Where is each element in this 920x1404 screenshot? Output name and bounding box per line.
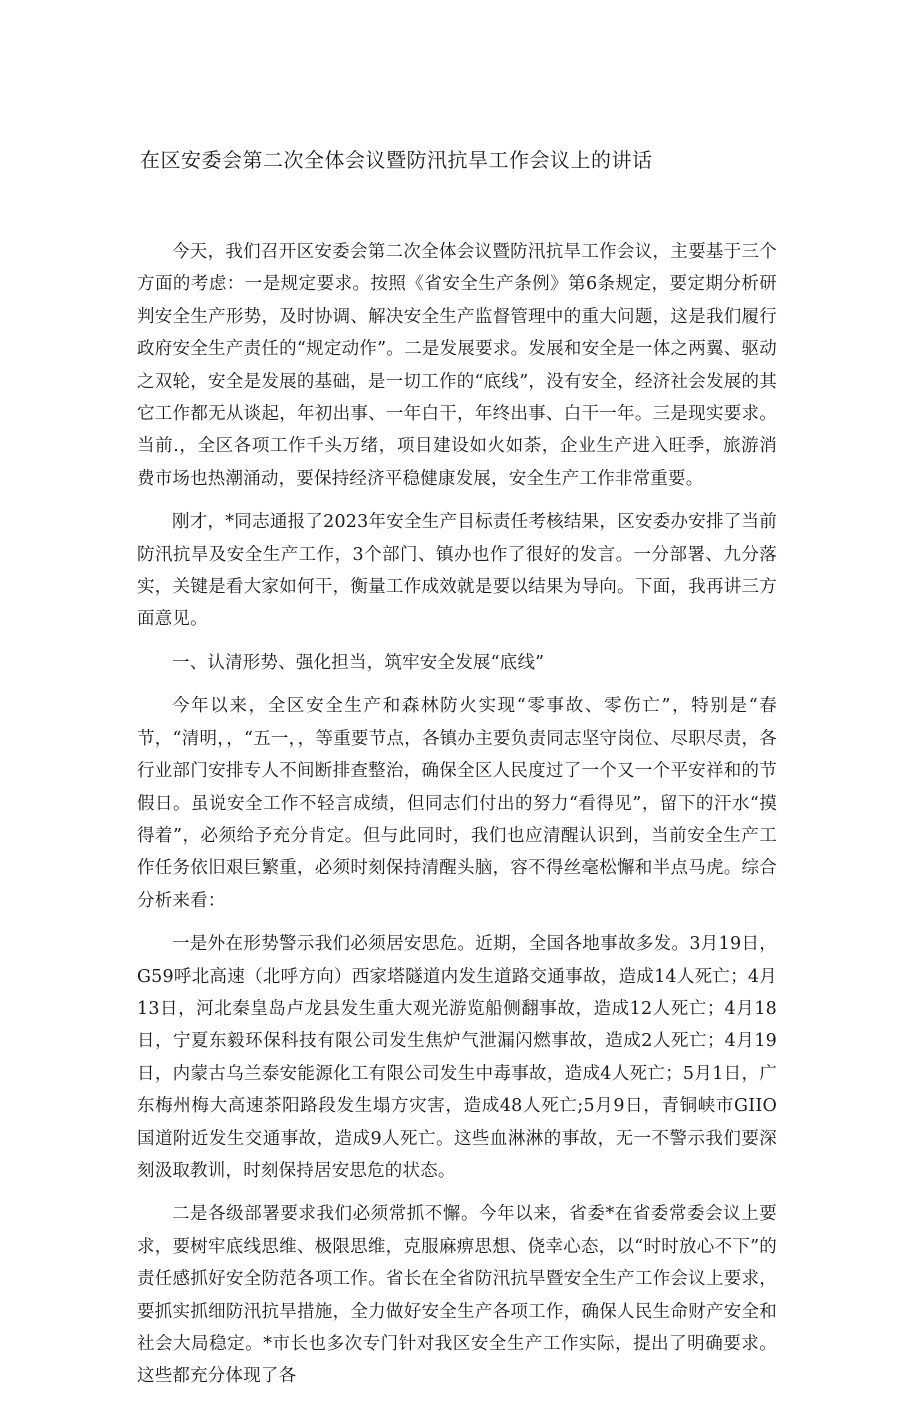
section-heading-1: 一、认清形势、强化担当，筑牢安全发展“底线” (172, 652, 545, 673)
paragraph-deployment: 二是各级部署要求我们必须常抓不懈。今年以来，省委*在省委常委会议上要求，要树牢底线思维、极限思维，克服麻痹思想、侥幸心态，以“时时放心不下”的责任感抓好安全防范各项工作。省长在全省防汛抗旱暨安全生产工作会议上要求，要抓实抓细防汛抗旱措施，全力做好安全生产各项工作，确保人民生命财产安全和社会大局稳定。*市长也多次专门针对我区安全生产工作实际，提出了明确要求。这些都充分体现了各 (137, 1204, 777, 1387)
document-title: 在区安委会第二次全体会议暨防汛抗旱工作会议上的讲话 (140, 148, 653, 172)
paragraph-intro: 今天，我们召开区安委会第二次全体会议暨防汛抗旱工作会议，主要基于三个方面的考虑：一是规定要求。按照《省安全生产条例》第6条规定，要定期分析研判安全生产形势，及时协调、解决安全生产监督管理中的重大问题，这是我们履行政府安全生产责任的“规定动作”。二是发展要求。发展和安全是一体之两翼、驱动之双轮，安全是发展的基础，是一切工作的“底线”，没有安全，经济社会发展的其它工作都无从谈起，年初出事、一年白干，年终出事、白干一年。三是现实要求。当前.，全区各项工作千头万绪，项目建设如火如荼，企业生产进入旺季，旅游消费市场也热潮涌动，要保持经济平稳健康发展，安全生产工作非常重要。 (137, 242, 777, 489)
document-body (137, 236, 777, 1404)
paragraph-external-warning: 一是外在形势警示我们必须居安思危。近期，全国各地事故多发。3月19日，G59呼北高速（北呼方向）西家塔隧道内发生道路交通事故，造成14人死亡；4月13日，河北秦皇岛卢龙县发生重大观光游览船侧翻事故，造成12人死亡；4月18日，宁夏东毅环保科技有限公司发生焦炉气泄漏闪燃事故，造成2人死亡；4月19日，内蒙古乌兰泰安能源化工有限公司发生中毒事故，造成4人死亡；5月1日，广东梅州梅大高速茶阳路段发生塌方灾害，造成48人死亡;5月9日，青铜峡市GIIO国道附近发生交通事故，造成9人死亡。这些血淋淋的事故，无一不警示我们要深刻汲取教训，时刻保持居安思危的状态。 (137, 934, 777, 1181)
paragraph-situation: 今年以来，全区安全生产和森林防火实现“零事故、零伤亡”，特别是“春节，“清明，，“五一，，等重要节点，各镇办主要负责同志坚守岗位、尽职尽责，各行业部门安排专人不间断排查整治，确保全区人民度过了一个又一个平安祥和的节假日。虽说安全工作不轻言成绩，但同志们付出的努力“看得见”，留下的汗水“摸得着”，必须给予充分肯定。但与此同时，我们也应清醒认识到，当前安全生产工作任务依旧艰巨繁重，必须时刻保持清醒头脑，容不得丝毫松懈和半点马虎。综合分析来看： (137, 696, 777, 911)
paragraph-briefing: 刚才，*同志通报了2023年安全生产目标责任考核结果，区安委办安排了当前防汛抗旱及安全生产工作，3个部门、镇办也作了很好的发言。一分部署、九分落实，关键是看大家如何干，衡量工作成效就是要以结果为导向。下面，我再讲三方面意见。 (137, 512, 777, 630)
